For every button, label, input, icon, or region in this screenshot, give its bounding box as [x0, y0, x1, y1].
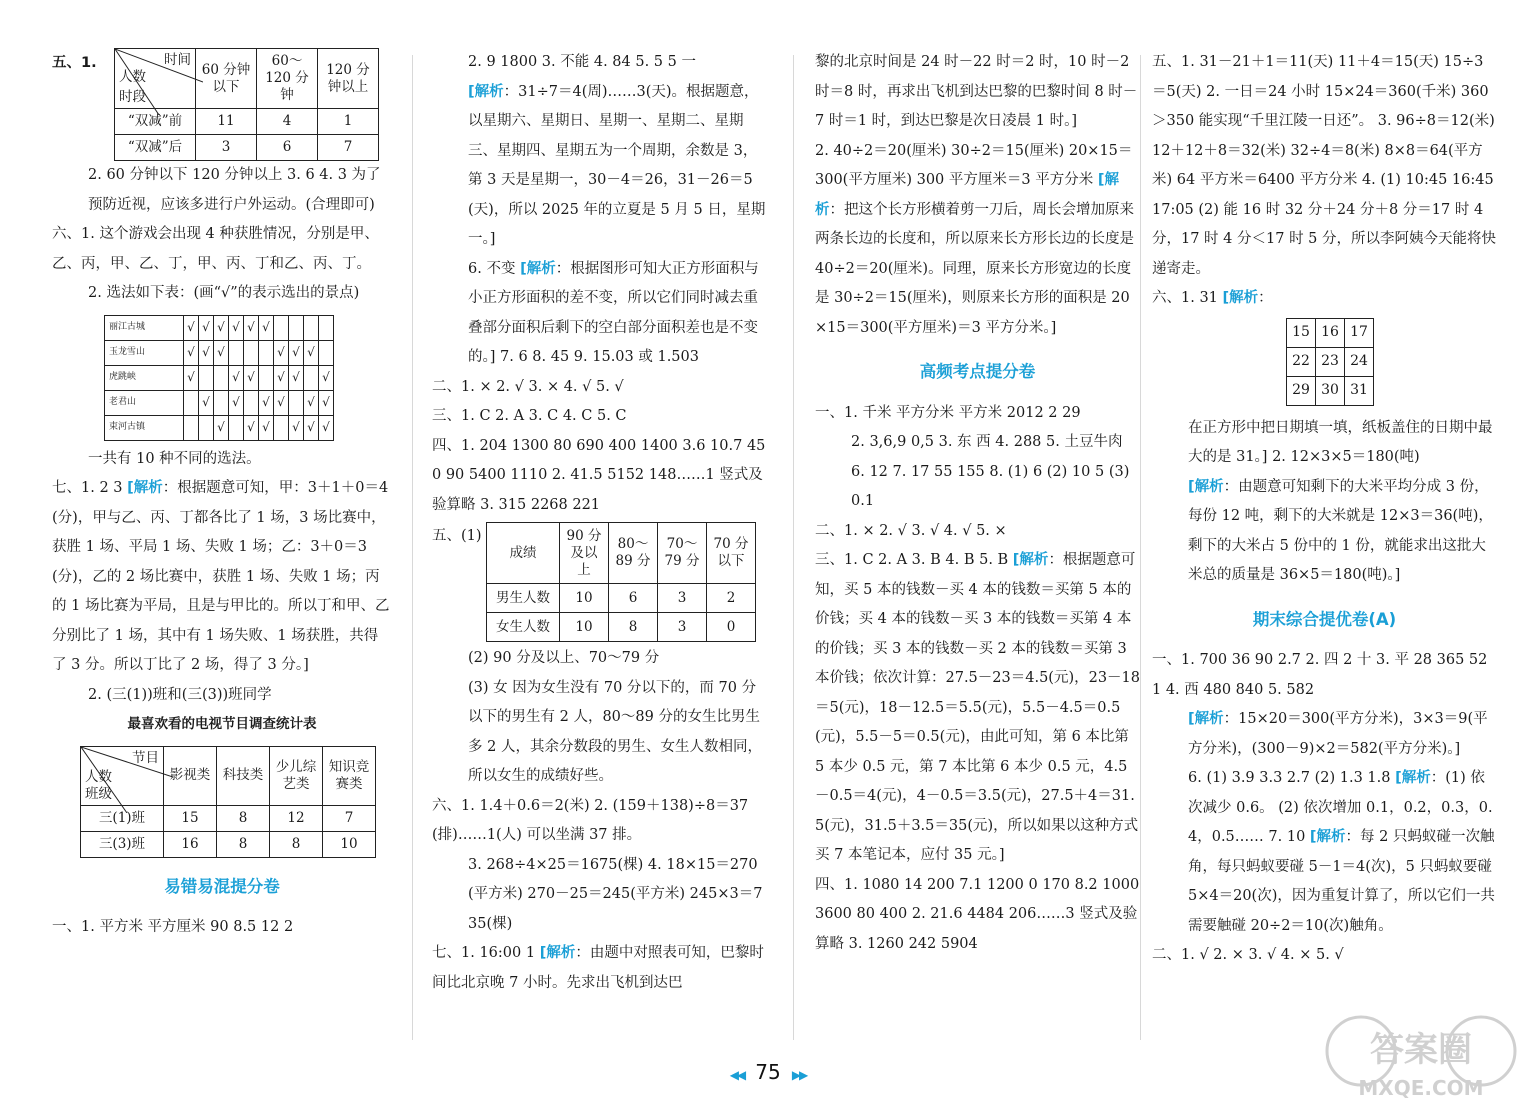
next-arrows-icon: ▶▶ — [791, 1068, 807, 1082]
check-cell: √ — [244, 415, 259, 440]
answer-part: 6. (1) 3.9 3.3 2.7 (2) 1.3 1.8 — [1188, 770, 1396, 786]
scenic-name: 老君山 — [105, 390, 184, 415]
table-cell: 16 — [164, 831, 217, 857]
answer-text: 四、1. 204 1300 80 690 400 1400 3.6 10.7 450 90 5400 1110 2. 41.5 5152 148……1 竖式及验算略 3. 315 2268 221 — [432, 437, 766, 513]
check-cell — [184, 390, 199, 415]
table-header: 90 分及以上 — [560, 523, 609, 584]
row-label: “双减”后 — [115, 135, 196, 161]
analysis-text: ：根据题意可知，甲：3＋1＋0＝4(分)，甲与乙、丙、丁都各比了 1 场，3 场比赛中，获胜 1 场、平局 1 场、失败 1 场；乙：3＋0＝3(分)，乙的 2 场比赛中，获胜 1 场、失败 1 场；丙的 1 场比赛为平局，且是与甲比的。所以丁和甲、乙分别比了 1 场，其中有 1 场失败、1 场获胜，共得了 3 分。所以丁比了 2 场，得了 3 分。] — [52, 480, 390, 673]
answer-text: 二、1. √ 2. × 3. √ 4. × 5. √ — [1152, 947, 1344, 963]
section-label: 五、1. — [52, 55, 97, 71]
table-row — [105, 365, 334, 390]
time-table — [114, 48, 379, 161]
check-cell: √ — [304, 415, 319, 440]
check-cell: √ — [199, 390, 214, 415]
check-cell — [229, 340, 244, 365]
analysis-text: ：由题中对照表可知，巴黎时间比北京晚 7 小时。先求出飞机到达巴 — [432, 945, 764, 991]
check-cell: √ — [259, 390, 274, 415]
answer-text: 三、1. C 2. A 3. C 4. C 5. C — [432, 408, 627, 424]
scenic-name: 玉龙雪山 — [105, 340, 184, 365]
table-cell: 0 — [707, 613, 756, 642]
answer-text — [1152, 705, 1497, 764]
section-five — [432, 522, 767, 642]
answer-text — [815, 137, 1140, 344]
tv-survey-table — [80, 746, 376, 858]
answer-part: 6. 不变 — [468, 260, 521, 277]
answer-text: 3. 268÷4×25＝1675(棵) 4. 18×15＝270(平方米) 270－25＝245(平方米) 245×3＝735(棵) — [468, 856, 763, 932]
table-cell: 3 — [196, 135, 257, 161]
section-title: 易错易混提分卷 — [164, 876, 280, 896]
table-row — [105, 415, 334, 440]
column-2 — [432, 48, 767, 998]
table-cell: 6 — [257, 135, 318, 161]
table-cell: 12 — [270, 805, 323, 831]
check-cell: √ — [199, 340, 214, 365]
analysis-label: [解析 — [1222, 290, 1259, 306]
analysis-label: [解析 — [1012, 552, 1049, 568]
table-cell: 3 — [658, 613, 707, 642]
watermark-url: MXQE.COM — [1358, 1076, 1484, 1099]
check-cell: √ — [259, 315, 274, 340]
table-cell: 8 — [270, 831, 323, 857]
check-cell: √ — [259, 415, 274, 440]
table-header: 影视类 — [164, 746, 217, 805]
prev-arrows-icon: ◀◀ — [729, 1068, 745, 1082]
check-cell: √ — [214, 340, 229, 365]
table-header: 60～120 分钟 — [257, 49, 318, 109]
date-cell: 24 — [1345, 347, 1374, 376]
answer-text: (3) 女 因为女生没有 70 分以下的，而 70 分以下的男生有 2 人，80～89 分的女生比男生多 2 人，其余分数段的男生、女生人数相同，所以女生的成绩好些。 — [468, 679, 762, 784]
table-cell: 7 — [318, 135, 379, 161]
answer-text: (2) 90 分及以上、70～79 分 — [468, 650, 660, 666]
check-cell — [214, 390, 229, 415]
analysis-label: [解析 — [815, 172, 1119, 218]
check-cell — [214, 365, 229, 390]
analysis-label: [解析 — [1188, 711, 1224, 727]
answer-text: 2. 选法如下表：(画“√”的表示选出的景点) — [88, 285, 360, 301]
table-row — [105, 390, 334, 415]
column-4 — [1152, 48, 1497, 971]
check-cell — [259, 340, 274, 365]
answer-text: 四、1. 1080 14 200 7.1 1200 0 170 8.2 1000 3600 80 400 2. 21.6 4484 206……3 竖式及验算略 3. 1260 242 5904 — [815, 876, 1140, 952]
table-cell: 11 — [196, 109, 257, 135]
check-cell — [289, 315, 304, 340]
score-table — [486, 522, 756, 642]
table-header: 知识竞赛类 — [323, 746, 376, 805]
answer-text: 六、1. 这个游戏会出现 4 种获胜情况，分别是甲、乙、丙，甲、乙、丁，甲、丙、丁和乙、丙、丁。 — [52, 226, 379, 272]
answer-text — [52, 474, 392, 681]
table-cell: 6 — [609, 584, 658, 613]
table-header: 120 分钟以上 — [318, 49, 379, 109]
check-cell: √ — [319, 390, 334, 415]
column-1 — [52, 48, 392, 943]
row-label: “双减”前 — [115, 109, 196, 135]
check-cell — [199, 365, 214, 390]
check-cell: √ — [229, 365, 244, 390]
analysis-label: [解析 — [1188, 478, 1224, 495]
table-header: 70 分以下 — [707, 523, 756, 584]
answer-text: 二、1. × 2. √ 3. × 4. √ 5. √ — [432, 378, 624, 395]
answer-text — [432, 255, 767, 373]
table-cell: 8 — [217, 831, 270, 857]
analysis-text: ：每 2 只蚂蚁碰一次触角，每只蚂蚁要碰 5－1＝4(次)，5 只蚂蚁要碰 5×4＝20(次)，因为重复计算了，所以它们一共需要触碰 20÷2＝10(次)触角。 — [1188, 829, 1495, 934]
analysis-text: ：15×20＝300(平方分米)，3×3＝9(平方分米)，(300－9)×2＝582(平方分米)。] — [1188, 711, 1488, 757]
corner-label: 时间 — [164, 52, 191, 68]
table-cell: 4 — [257, 109, 318, 135]
watermark-logo — [1316, 1009, 1526, 1099]
check-cell: √ — [184, 340, 199, 365]
table-corner-cell — [81, 746, 164, 805]
table-header: 少儿综艺类 — [270, 746, 323, 805]
answer-part: 三、1. C 2. A 3. B 4. B 5. B — [815, 552, 1013, 568]
row-label: 男生人数 — [487, 584, 560, 613]
corner-label: 时段 — [119, 89, 146, 105]
check-cell: √ — [214, 315, 229, 340]
analysis-text: ： — [1258, 290, 1273, 306]
table-cell: 10 — [560, 613, 609, 642]
check-cell — [289, 390, 304, 415]
check-cell — [274, 315, 289, 340]
scenic-name: 丽江古城 — [105, 315, 184, 340]
analysis-text: ：根据题意可知，买 5 本的钱数－买 4 本的钱数＝买第 5 本的价钱；买 4 本的钱数－买 3 本的钱数＝买第 4 本的价钱；买 3 本的钱数－买 2 本的钱数＝买第 3 本价钱；依次计算：27.5－23＝4.5(元)，23－18＝5(元)，18－12.5＝5.5(元)，5.5－4.5＝0.5(元)，5.5－5＝0.5(元)，由此可知，第 6 本比第 5 本少 0.5 元，第 7 本比第 6 本少 0.5 元，4.5－0.5＝4(元)，4－0.5＝3.5(元)，27.5＋4＝31.5(元)，31.5＋3.5＝35(元)，所以如果以这种方式买 7 本笔记本，应付 35 元。] — [815, 552, 1141, 863]
date-cell: 22 — [1287, 347, 1316, 376]
analysis-text: ：由题意可知剩下的大米平均分成 3 份，每份 12 吨，剩下的大米就是 12×3＝36(吨)，剩下的大米占 5 份中的 1 份，就能求出这批大米总的质量是 36×5＝180(吨)。] — [1188, 478, 1493, 583]
analysis-label: [解析 — [520, 260, 556, 277]
check-cell: √ — [244, 315, 259, 340]
check-cell: √ — [289, 415, 304, 440]
answer-text: 二、1. × 2. √ 3. √ 4. √ 5. × — [815, 522, 1007, 539]
answer-text: 黎的北京时间是 24 时－22 时＝2 时，10 时－2 时＝8 时，再求出飞机到达巴黎的巴黎时间 8 时－7 时＝1 时，到达巴黎是次日凌晨 1 时。] — [815, 54, 1138, 129]
check-cell: √ — [319, 365, 334, 390]
answer-text: 2. 3,6,9 0,5 3. 东 西 4. 288 5. 土豆牛肉 6. 12 7. 17 55 155 8. (1) 6 (2) 10 5 (3) 0.1 — [851, 434, 1130, 509]
answer-text: 一共有 10 种不同的选法。 — [88, 450, 261, 467]
table-cell: 10 — [323, 831, 376, 857]
table-row — [105, 315, 334, 340]
check-cell: √ — [229, 315, 244, 340]
check-cell — [244, 390, 259, 415]
analysis-text: ：把这个长方形横着剪一刀后，周长会增加原来两条长边的长度和，所以原来长方形长边的长度是 40÷2＝20(厘米)。同理，原来长方形宽边的长度是 30÷2＝15(厘米)，则原来长方形的面积是 20×15＝300(平方厘米)＝3 平方分米。] — [815, 201, 1134, 336]
check-cell — [304, 365, 319, 390]
analysis-label: [解析 — [1309, 829, 1346, 845]
check-cell — [274, 415, 289, 440]
check-cell: √ — [304, 390, 319, 415]
check-cell: √ — [304, 340, 319, 365]
scenic-name: 束河古镇 — [105, 415, 184, 440]
date-cell: 17 — [1345, 318, 1374, 347]
answer-text: 在正方形中把日期填一填，纸板盖住的日期中最大的是 31。] 2. 12×3×5＝180(吨) — [1188, 419, 1493, 465]
analysis-text: ：31÷7＝4(周)……3(天)。根据题意，以星期六、星期日、星期一、星期二、星期三、星期四、星期五为一个周期，余数是 3，第 3 天是星期一，30－4＝26，31－26＝5(天)，所以 2025 年的立夏是 5 月 5 日，星期一。] — [468, 83, 766, 247]
answer-text: 一、1. 平方米 平方厘米 90 8.5 12 2 — [52, 919, 294, 935]
section-label: 五、(1) — [432, 528, 482, 544]
analysis-label: [解析 — [127, 480, 163, 496]
answer-text — [432, 939, 767, 998]
table-corner-cell: 成绩 — [487, 523, 560, 584]
answer-text: 一、1. 千米 平方分米 平方米 2012 2 29 — [815, 404, 1081, 421]
date-cell: 31 — [1345, 376, 1374, 405]
watermark-text: 答案圈 — [1370, 1030, 1472, 1070]
check-cell — [304, 315, 319, 340]
table-cell: 2 — [707, 584, 756, 613]
analysis-label: [解析 — [1395, 770, 1431, 786]
section-title: 高频考点提分卷 — [919, 362, 1036, 381]
table-header: 80～89 分 — [609, 523, 658, 584]
table-cell: 8 — [609, 613, 658, 642]
table-row — [1287, 347, 1374, 376]
answer-text — [1152, 284, 1497, 314]
check-cell — [319, 340, 334, 365]
check-cell: √ — [289, 365, 304, 390]
check-cell: √ — [274, 340, 289, 365]
table-caption: 最喜欢看的电视节目调查统计表 — [127, 716, 317, 732]
answer-part: 2. 40÷2＝20(厘米) 30÷2＝15(厘米) 20×15＝300(平方厘米) 300 平方厘米＝3 平方分米 — [815, 142, 1133, 188]
date-cell: 29 — [1287, 376, 1316, 405]
date-cell: 16 — [1316, 318, 1345, 347]
page-number: 75 — [755, 1060, 781, 1084]
page-footer — [0, 1060, 1536, 1084]
check-cell — [184, 415, 199, 440]
check-cell: √ — [214, 415, 229, 440]
answer-part: 七、1. 2 3 — [52, 480, 128, 496]
answer-text: 2. 60 分钟以下 120 分钟以上 3. 6 4. 3 为了预防近视，应该多进行户外运动。(合理即可) — [88, 167, 381, 213]
check-cell: √ — [184, 315, 199, 340]
scenic-name: 虎跳峡 — [105, 365, 184, 390]
date-cell: 23 — [1316, 347, 1345, 376]
analysis-text: ：根据图形可知大正方形面积与小正方形面积的差不变，所以它们同时减去重叠部分面积后剩下的空白部分面积差也是不变的。] 7. 6 8. 45 9. 15.03 或 1.503 — [468, 260, 759, 365]
analysis-label: [解析 — [468, 83, 504, 100]
check-cell: √ — [274, 365, 289, 390]
analysis-text: ：(1) 依次减少 0.6。 (2) 依次增加 0.1，0.2，0.3，0.4，0.5…… 7. 10 — [1188, 770, 1493, 845]
table-cell: 3 — [658, 584, 707, 613]
check-cell — [319, 315, 334, 340]
check-cell: √ — [184, 365, 199, 390]
row-label: 三(3)班 — [81, 831, 164, 857]
check-cell: √ — [274, 390, 289, 415]
calendar-grid — [1286, 318, 1374, 406]
answer-text: 2. 9 1800 3. 不能 4. 84 5. 5 5 一 — [468, 54, 696, 70]
check-cell — [244, 340, 259, 365]
check-cell: √ — [319, 415, 334, 440]
check-cell: √ — [289, 340, 304, 365]
table-header: 70～79 分 — [658, 523, 707, 584]
table-cell: 15 — [164, 805, 217, 831]
answer-text — [1152, 473, 1497, 591]
date-cell: 15 — [1287, 318, 1316, 347]
table-row — [105, 340, 334, 365]
check-cell: √ — [199, 315, 214, 340]
check-cell — [259, 365, 274, 390]
corner-label: 人数 — [119, 69, 146, 85]
scenic-selection-table — [104, 315, 334, 441]
table-cell: 1 — [318, 109, 379, 135]
table-cell: 10 — [560, 584, 609, 613]
answer-text: 2. (三(1))班和(三(3))班同学 — [88, 686, 272, 703]
check-cell — [199, 415, 214, 440]
table-header: 60 分钟以下 — [196, 49, 257, 109]
answer-part: 七、1. 16:00 1 — [432, 945, 540, 961]
date-cell: 30 — [1316, 376, 1345, 405]
check-cell: √ — [244, 365, 259, 390]
answer-text: 一、1. 700 36 90 2.7 2. 四 2 十 3. 平 28 365 52 1 4. 西 480 840 5. 582 — [1152, 652, 1488, 698]
check-cell: √ — [229, 390, 244, 415]
table-cell: 7 — [323, 805, 376, 831]
corner-label: 节目 — [132, 749, 159, 766]
column-3 — [815, 48, 1140, 959]
table-row — [1287, 376, 1374, 405]
table-corner-cell — [115, 49, 196, 109]
answer-text: 六、1. 1.4＋0.6＝2(米) 2. (159＋138)÷8＝37(排)……1(人) 可以坐满 37 排。 — [432, 797, 749, 843]
answer-part: 六、1. 31 — [1152, 290, 1223, 306]
table-cell: 8 — [217, 805, 270, 831]
section-five-1 — [52, 48, 392, 161]
section-title: 期末综合提优卷(A) — [1252, 609, 1397, 629]
check-cell — [229, 415, 244, 440]
corner-label: 班级 — [85, 785, 112, 802]
row-label: 女生人数 — [487, 613, 560, 642]
analysis-label: [解析 — [539, 945, 576, 961]
answer-text — [1152, 764, 1497, 941]
answer-text — [815, 546, 1140, 871]
table-header: 科技类 — [217, 746, 270, 805]
row-label: 三(1)班 — [81, 805, 164, 831]
corner-label: 人数 — [85, 768, 112, 785]
answer-text — [432, 78, 767, 255]
table-row — [1287, 318, 1374, 347]
answer-text: 五、1. 31－21＋1＝11(天) 11＋4＝15(天) 15÷3＝5(天) 2. 一日＝24 小时 15×24＝360(千米) 360＞350 能实现“千里江陵一日还”。 3. 96÷8＝12(米) 12＋12＋8＝32(米) 32÷4＝8(米) 8×8＝64(平方米) 64 平方米＝6400 平方分米 4. (1) 10:45 16:45 17:05 (2) 能 16 时 32 分＋24 分＋8 分＝17 时 4 分，17 时 4 分＜17 时 5 分，所以李阿姨今天能将快递寄走。 — [1152, 54, 1497, 277]
